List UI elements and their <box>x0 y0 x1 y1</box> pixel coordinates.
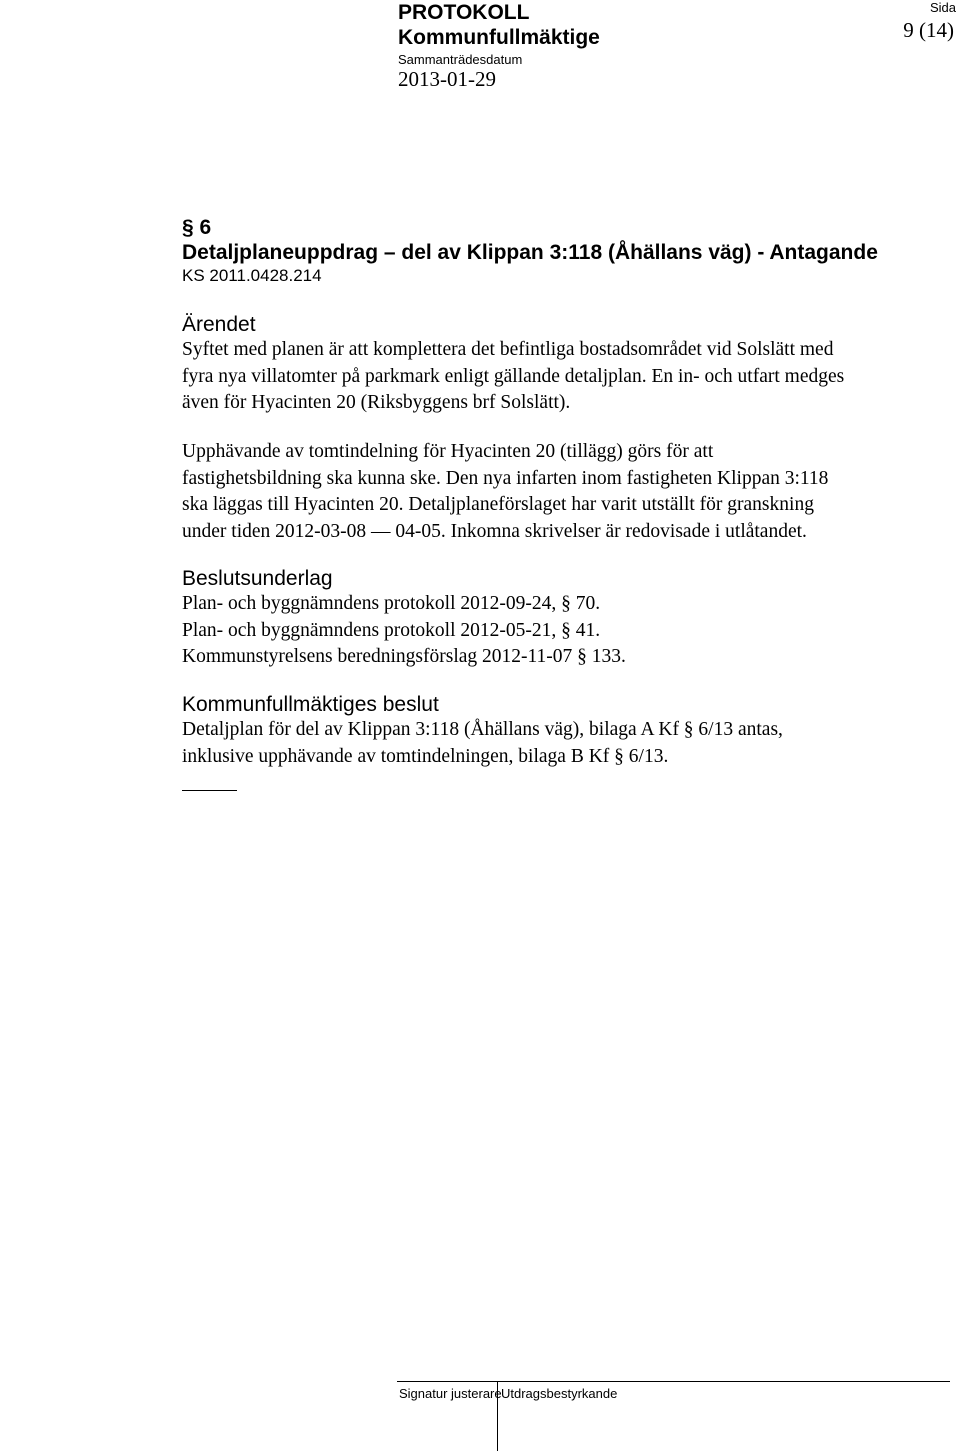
meeting-date-label: Sammanträdesdatum <box>398 52 523 67</box>
document-type: PROTOKOLL <box>398 1 530 24</box>
list-item: Plan- och byggnämndens protokoll 2012-05-21, § 41. <box>182 619 601 641</box>
footer-rule <box>397 1381 950 1382</box>
list-item: Plan- och byggnämndens protokoll 2012-09-24, § 70. <box>182 593 601 614</box>
page-label: Sida <box>929 0 956 15</box>
signature-label: Signatur justerare <box>399 1386 502 1401</box>
arendet-paragraph-2 <box>182 439 828 545</box>
page-number: 9 (14) <box>903 18 954 42</box>
text-line: fyra nya villatomter på parkmark enligt gällande detaljplan. En in- och utfart medges <box>182 365 845 387</box>
beslutsunderlag-list <box>182 591 626 671</box>
body-name: Kommunfullmäktige <box>398 26 600 49</box>
arendet-paragraph-1 <box>182 337 844 417</box>
list-item: Kommunstyrelsens beredningsförslag 2012-11-07 § 133. <box>182 646 626 667</box>
meeting-date: 2013-01-29 <box>398 67 496 91</box>
text-line: fastighetsbildning ska kunna ske. Den nya infarten inom fastigheten Klippan 3:118 <box>182 467 829 489</box>
paragraph-title: Detaljplaneuppdrag – del av Klippan 3:118 (Åhällans väg) - Antagande <box>182 241 878 264</box>
text-line: Syftet med planen är att komplettera det befintliga bostadsområdet vid Solslätt med <box>182 339 834 360</box>
extract-certified-label: Utdragsbestyrkande <box>501 1386 618 1401</box>
paragraph-number: § 6 <box>182 216 212 239</box>
beslut-text <box>182 717 783 770</box>
text-line: ska läggas till Hyacinten 20. Detaljplaneförslaget har varit utställt för granskning <box>182 494 814 515</box>
text-line: under tiden 2012-03-08 — 04-05. Inkomna skrivelser är redovisade i utlåtandet. <box>182 520 807 542</box>
text-line: Detaljplan för del av Klippan 3:118 (Åhällans väg), bilaga A Kf § 6/13 antas, <box>182 719 783 740</box>
end-rule <box>182 790 237 791</box>
text-line: även för Hyacinten 20 (Riksbyggens brf Solslätt). <box>182 392 571 413</box>
section-heading-arendet: Ärendet <box>182 313 256 336</box>
section-heading-beslutsunderlag: Beslutsunderlag <box>182 567 333 590</box>
case-number: KS 2011.0428.214 <box>182 266 322 285</box>
text-line: Upphävande av tomtindelning för Hyacinten 20 (tillägg) görs för att <box>182 441 714 462</box>
section-heading-beslut: Kommunfullmäktiges beslut <box>182 693 439 716</box>
text-line: inklusive upphävande av tomtindelningen, bilaga B Kf § 6/13. <box>182 745 669 767</box>
